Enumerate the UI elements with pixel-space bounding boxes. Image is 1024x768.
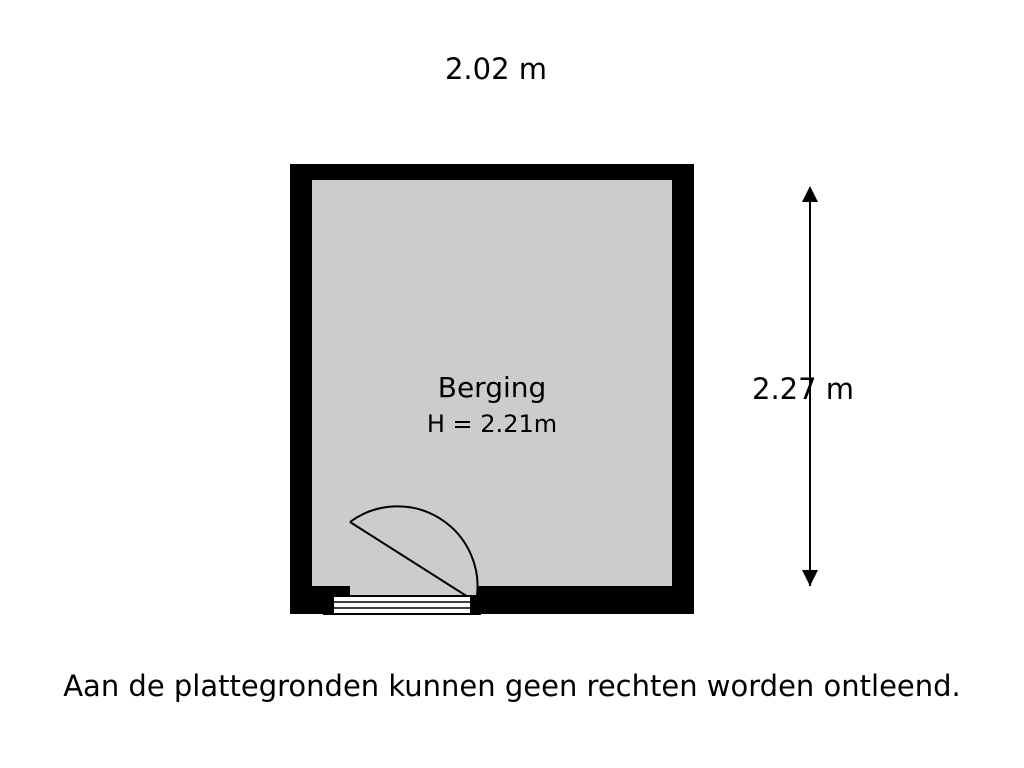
room-height-label: H = 2.21m <box>426 410 558 438</box>
door-swing-icon <box>290 490 520 620</box>
height-arrow-up-icon <box>802 186 818 202</box>
height-arrow-down-icon <box>802 570 818 586</box>
room-name-label: Berging <box>437 371 547 404</box>
width-dimension-label: 2.02 m <box>429 52 563 86</box>
width-dimension-label-wrap <box>306 48 686 90</box>
width-dimension <box>306 48 686 90</box>
height-dimension-label: 2.27 m <box>752 372 855 406</box>
disclaimer-text: Aan de plattegronden kunnen geen rechten worden ontleend. <box>63 669 961 703</box>
